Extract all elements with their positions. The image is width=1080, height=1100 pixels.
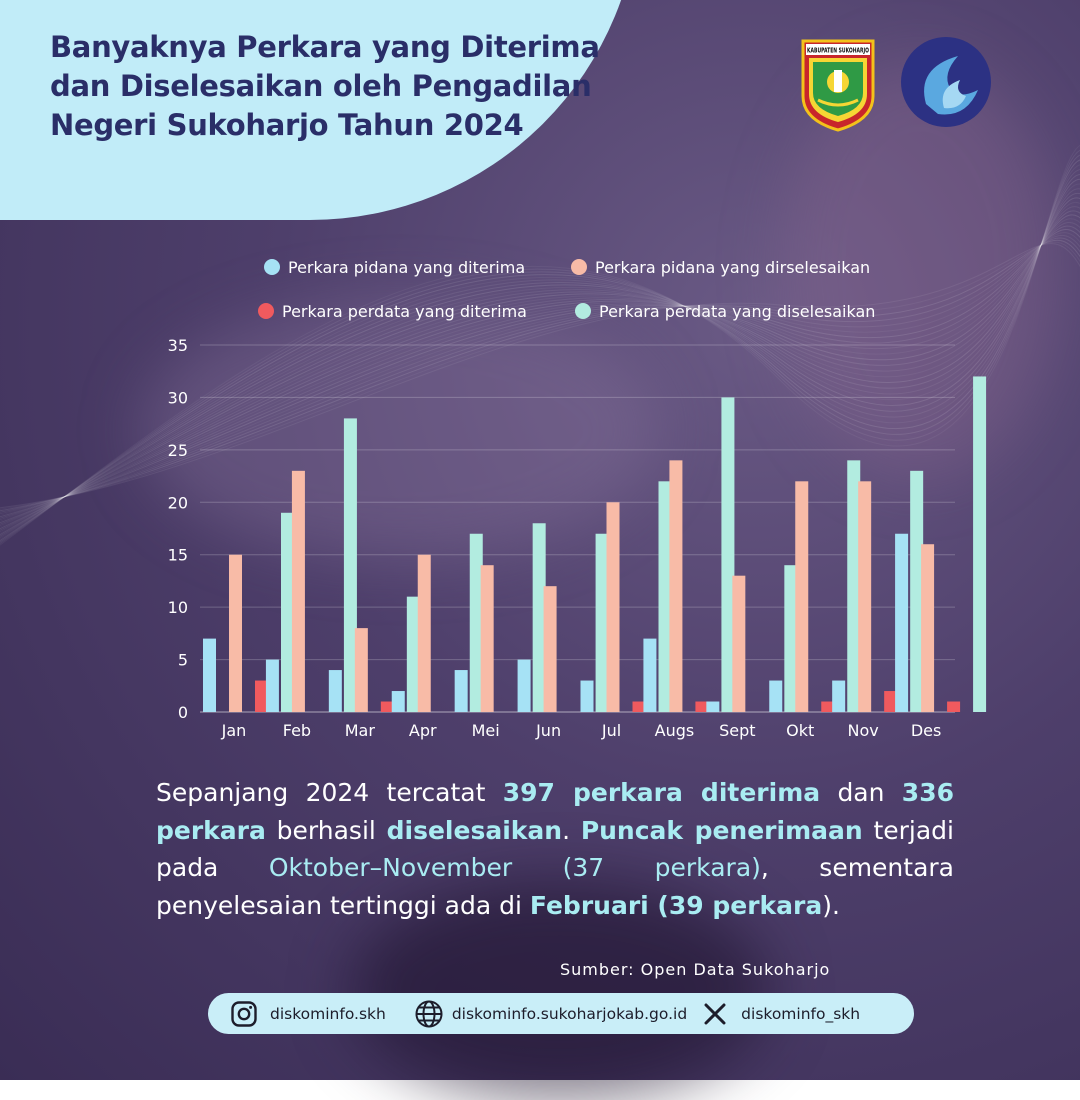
legend-label: Perkara perdata yang diterima (282, 302, 527, 321)
x-tick-label: Mar (344, 721, 375, 740)
bar-jun-series-1 (518, 660, 531, 712)
bar-augs-series-2 (669, 460, 682, 712)
bar-okt-series-1 (769, 681, 782, 712)
legend-label: Perkara perdata yang diselesaikan (599, 302, 876, 321)
x-tick-label: Jan (221, 721, 247, 740)
summary-text (156, 774, 954, 924)
summary-highlight: diselesaikan (386, 815, 563, 845)
globe-icon (414, 999, 444, 1029)
bar-des-series-1 (895, 534, 908, 712)
x-tick-label: Nov (847, 721, 879, 740)
footer-bar (208, 993, 914, 1034)
summary-text-part: dan (820, 778, 902, 807)
x-icon (703, 1002, 727, 1026)
summary-text-part: . (562, 815, 581, 845)
y-tick-label: 10 (167, 598, 188, 618)
bar-mar-series-1 (329, 670, 342, 712)
bar-jan-series-1 (203, 639, 216, 712)
bar-mar-series-2 (355, 628, 368, 712)
summary-text-part: Sepanjang 2024 tercatat (156, 778, 503, 807)
bar-feb-series-1 (266, 660, 279, 712)
x-tick-label: Des (910, 721, 942, 740)
instagram-handle[interactable] (230, 1000, 386, 1028)
summary-text-part: berhasil (265, 815, 387, 845)
crest-text: KABUPATEN SUKOHARJO (807, 46, 870, 55)
bar-mei-series-1 (455, 670, 468, 712)
source-note: Sumber: Open Data Sukoharjo (560, 960, 831, 979)
page-title: Banyaknya Perkara yang Diterima dan Diselesaikan oleh Pengadilan Negeri Sukoharjo Tahun 2024 (50, 30, 600, 142)
x-tick-label: Sept (719, 721, 756, 740)
bar-nov-series-1 (832, 681, 845, 712)
y-tick-label: 5 (177, 650, 188, 670)
legend-marker (264, 259, 280, 275)
bar-jul-series-2 (607, 502, 620, 712)
x-tick-label: Augs (654, 721, 695, 740)
legend-label: Perkara pidana yang dirselesaikan (595, 258, 871, 277)
x-tick-label: Jun (536, 721, 562, 740)
summary-highlight: Puncak penerimaan (580, 815, 863, 845)
y-tick-label: 0 (177, 703, 188, 722)
legend-marker (258, 303, 274, 319)
legend-marker (571, 259, 587, 275)
bar-jan-series-2 (229, 555, 242, 712)
bar-apr-series-1 (392, 691, 405, 712)
instagram-label: diskominfo.skh (270, 1004, 386, 1023)
bar-feb-series-2 (292, 471, 305, 712)
bar-okt-series-2 (795, 481, 808, 712)
bar-jul-series-1 (581, 681, 594, 712)
x-label: diskominfo_skh (741, 1004, 861, 1023)
bar-des-series-2 (921, 544, 934, 712)
bar-mei-series-2 (481, 565, 494, 712)
legend-label: Perkara pidana yang diterima (288, 258, 526, 277)
bar-des-series-4 (973, 376, 986, 712)
bar-augs-series-1 (643, 639, 656, 712)
y-tick-label: 20 (167, 493, 188, 513)
x-tick-label: Mei (471, 721, 500, 740)
x-tick-label: Feb (282, 721, 312, 740)
summary-text-part: terjadi pada (156, 815, 954, 882)
bar-jun-series-2 (544, 586, 557, 712)
bar-nov-series-2 (858, 481, 871, 712)
y-tick-label: 30 (167, 388, 188, 408)
website-link[interactable] (414, 999, 687, 1029)
bar-des-series-3 (947, 702, 960, 712)
x-tick-label: Apr (408, 721, 437, 740)
website-label: diskominfo.sukoharjokab.go.id (451, 1004, 688, 1023)
summary-highlight: Februari (39 perkara (529, 890, 823, 920)
bar-apr-series-2 (418, 555, 431, 712)
y-tick-label: 35 (167, 336, 188, 355)
y-tick-label: 25 (167, 440, 188, 460)
summary-text-part: , sementara penyelesaian tertinggi ada di (156, 853, 954, 920)
summary-highlight: 336 perkara (156, 778, 954, 845)
summary-text-part: ). (822, 890, 840, 920)
y-tick-label: 15 (167, 545, 188, 565)
x-handle[interactable] (703, 1002, 860, 1026)
summary-highlight: 397 perkara diterima (502, 778, 821, 807)
summary-highlight: Oktober–November (37 perkara) (268, 853, 761, 882)
legend-marker (575, 303, 591, 319)
instagram-icon (230, 1000, 258, 1028)
x-tick-label: Jul (601, 721, 622, 740)
x-tick-label: Okt (786, 721, 815, 740)
bar-sept-series-1 (706, 702, 719, 712)
bar-sept-series-2 (732, 576, 745, 712)
